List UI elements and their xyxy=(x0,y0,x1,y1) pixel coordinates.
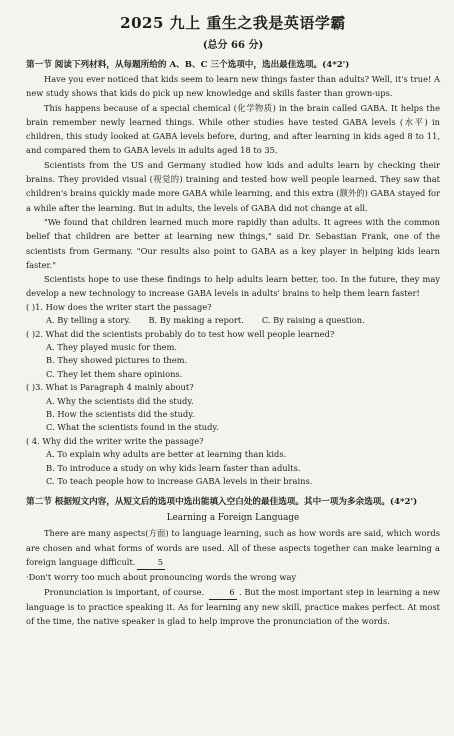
option-b: B. How the scientists did the study. xyxy=(46,409,195,419)
option-c: C. They let them share opinions. xyxy=(46,368,183,379)
option-c: C. To teach people how to increase GABA levels in their brains. xyxy=(46,476,313,487)
question-1-options xyxy=(26,314,440,327)
paragraph-text: . But the most important step in learning a new language is to practice speaking it. As for learning any new skill, practice makes perfect. At most of the time, the native speaker is glad to help improve the pronunciation of the words. xyxy=(26,586,440,627)
passage-paragraph: "We found that children learned much more rapidly than adults. It agrees with the common belief that children are better at learning new things," said Dr. Sebastian Frank, one of the scientists from Germany. "Our results also point to GABA as a key player in helping kids learn faster." xyxy=(26,216,440,270)
paragraph-text: There are many aspects(方面) to language learning, such as how words are said, which words are chosen and what forms of words are used. All of these aspects together can make learning a foreign language difficult. xyxy=(26,528,440,568)
passage-paragraph: Scientists hope to use these findings to help adults learn better, too. In the future, they may develop a new technology to increase GABA levels in adults' brains to help them learn faster! xyxy=(26,274,440,299)
option-c: C. By raising a question. xyxy=(261,315,365,326)
option-a: A. By telling a story. xyxy=(46,315,131,326)
option-b: B. By making a report. xyxy=(148,315,244,326)
passage-paragraph: ·Don't worry too much about pronouncing words the wrong way xyxy=(26,572,297,583)
passage-paragraph: This happens because of a special chemical (化学物质) in the brain called GABA. It helps the brain remember newly learned things. While other studies have tested GABA levels (水平) in children, this study looked at GABA levels before, during, and after learning in kids aged 8 to 11, and compared them to GABA levels in adults aged 18 to 35. xyxy=(26,102,440,156)
passage-paragraph xyxy=(26,526,440,570)
option-a: A. To explain why adults are better at learning than kids. xyxy=(46,449,287,460)
passage-paragraph: Scientists from the US and Germany studied how kids and adults learn by checking their brains. They provided visual (视觉的) training and tested how well people learned. They saw that children's brains quickly made more GABA while learning, and this extra (额外的) GABA stayed for a while after the learning. But in adults, the levels of GABA did not change at all. xyxy=(26,159,440,213)
blank-5: 5 xyxy=(137,555,165,570)
page-title: 2025 九上 重生之我是英语学霸 xyxy=(120,14,346,32)
passage-title: Learning a Foreign Language xyxy=(166,513,300,524)
option-b: B. They showed pictures to them. xyxy=(46,355,188,366)
question-1: ( )1. How does the writer start the passage? xyxy=(26,301,212,312)
section1-heading: 第一节 阅读下列材料，从每题所给的 A、B、C 三个选项中，选出最佳选项。(4*2') xyxy=(26,60,350,70)
passage-paragraph: Have you ever noticed that kids seem to learn new things faster than adults? Well, it's true! A new study shows that kids do pick up new knowledge and skills faster than grown-ups. xyxy=(26,74,440,99)
option-c: C. What the scientists found in the study. xyxy=(46,422,219,433)
question-3: ( )3. What is Paragraph 4 mainly about? xyxy=(26,382,194,393)
total-score: (总分 66 分) xyxy=(202,40,264,51)
blank-6: 6 xyxy=(209,585,237,600)
option-a: A. Why the scientists did the study. xyxy=(46,395,194,406)
question-4: ( 4. Why did the writer write the passage? xyxy=(26,435,204,446)
option-a: A. They played music for them. xyxy=(46,341,178,352)
option-b: B. To introduce a study on why kids learn faster than adults. xyxy=(46,462,301,473)
question-2: ( )2. What did the scientists probably do to test how well people learned? xyxy=(26,328,335,339)
paragraph-text: Pronunciation is important, of course. xyxy=(44,586,205,597)
section2-heading: 第二节 根据短文内容，从短文后的选项中选出能填入空白处的最佳选项。其中一项为多余选项。(4*2') xyxy=(26,497,418,508)
passage-paragraph xyxy=(26,585,440,629)
